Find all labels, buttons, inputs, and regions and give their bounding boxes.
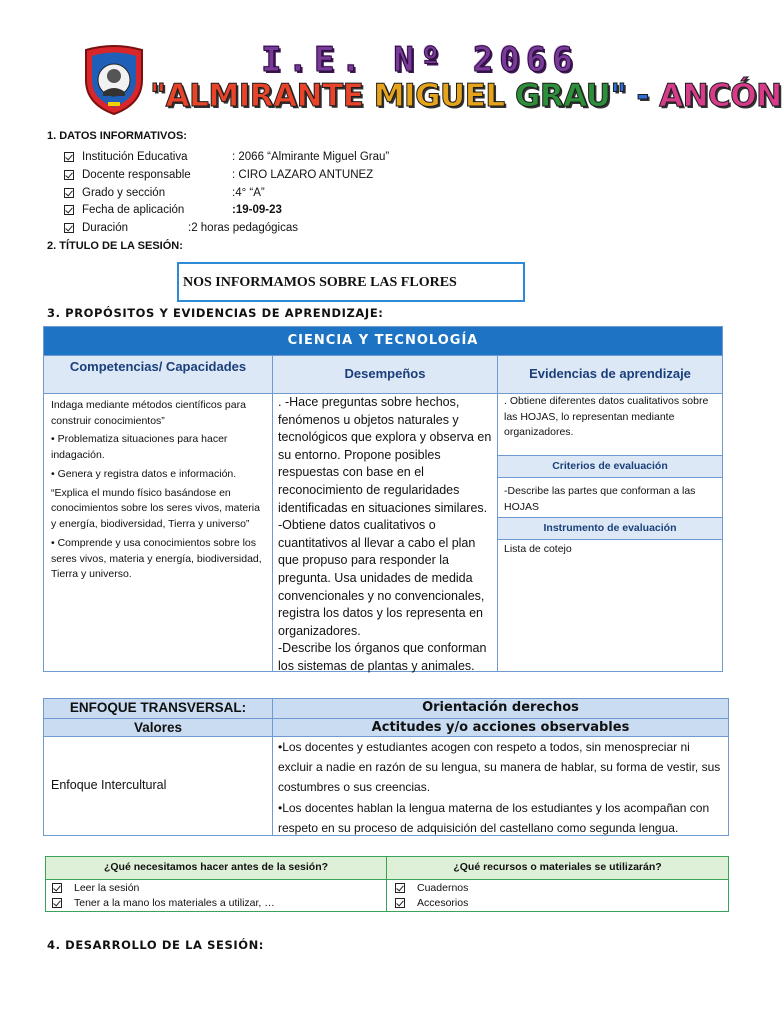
checkbox-checked-icon: [64, 188, 74, 198]
column-divider: [272, 699, 273, 835]
competencia-text: “Explica el mundo físico basándose en conocimientos sobre los seres vivos, materia y energía, biodiversidad, Tierra y universo”: [51, 486, 260, 530]
section-3-heading: 3. PROPÓSITOS Y EVIDENCIAS DE APRENDIZAJE:: [47, 306, 384, 320]
info-value: :4° “A”: [232, 187, 265, 199]
capacidad-text: • Problematiza situaciones para hacer indagación.: [51, 433, 228, 461]
checkbox-checked-icon: [64, 152, 74, 162]
capacidad-text: • Genera y registra datos e información.: [51, 468, 237, 480]
info-label: Duración: [82, 222, 129, 234]
school-crest-icon: [82, 44, 146, 116]
school-name-part: MIGUEL: [373, 78, 515, 114]
session-title-box: NOS INFORMAMOS SOBRE LAS FLORES: [177, 262, 525, 302]
col-header-evidencias: Evidencias de aprendizaje: [498, 355, 722, 393]
checkbox-checked-icon: [64, 223, 74, 233]
resource-item: [395, 895, 468, 910]
section-2-heading: 2. TÍTULO DE LA SESIÓN:: [47, 240, 183, 252]
instrumento-header: Instrumento de evaluación: [498, 517, 722, 540]
enfoque-header: ENFOQUE TRANSVERSAL:: [44, 699, 272, 718]
column-divider: [386, 857, 387, 911]
before-item-text: Leer la sesión: [74, 881, 140, 894]
info-row: [64, 187, 265, 199]
row-divider: [46, 879, 728, 880]
competencias-cell: [51, 398, 267, 583]
instrumento-text: Lista de cotejo: [504, 543, 572, 555]
materials-table: [45, 856, 729, 912]
before-item: [52, 895, 275, 910]
school-name-part: ANCÓN: [659, 78, 782, 114]
checkbox-checked-icon: [52, 898, 62, 908]
section-4-heading: 4. DESARROLLO DE LA SESIÓN:: [47, 938, 265, 952]
info-value: : CIRO LAZARO ANTUNEZ: [232, 169, 374, 181]
evidencia-text: . Obtiene diferentes datos cualitativos sobre las HOJAS, lo representan mediante organizadores.: [504, 395, 709, 438]
enfoque-name: Enfoque Intercultural: [51, 778, 167, 792]
col-header-competencias: Competencias/ Capacidades: [44, 355, 272, 393]
action-text: •Los docentes hablan la lengua materna de los estudiantes y los acompañan con respeto en su proceso de adquisición del castellano como segunda lengua.: [278, 800, 710, 835]
info-row: [64, 151, 389, 163]
info-row: [64, 222, 298, 234]
before-session-header: ¿Qué necesitamos hacer antes de la sesión?: [46, 857, 386, 879]
enfoque-actions: [278, 737, 724, 838]
info-label: Institución Educativa: [82, 151, 188, 163]
criterios-header: Criterios de evaluación: [498, 455, 722, 478]
competencia-text: Indaga mediante métodos científicos para construir conocimientos”: [51, 399, 246, 427]
resource-item: [395, 880, 468, 895]
purposes-table: [43, 326, 723, 672]
valores-header: Valores: [44, 718, 272, 736]
resource-item-text: Accesorios: [417, 896, 469, 909]
area-header: CIENCIA Y TECNOLOGÍA: [44, 327, 722, 355]
school-name-line-1: I.E. Nº 2066: [261, 40, 579, 80]
school-name-part: " -: [610, 78, 660, 114]
checkbox-checked-icon: [52, 883, 62, 893]
school-name-part: "ALMIRANTE: [150, 78, 374, 114]
capacidad-text: • Comprende y usa conocimientos sobre los seres vivos, materia y energía, biodiversidad, Tierra y universo.: [51, 537, 262, 580]
actitudes-header: Actitudes y/o acciones observables: [273, 718, 728, 736]
resource-item-text: Cuadernos: [417, 881, 469, 894]
info-label: Grado y sección: [82, 187, 166, 199]
before-item: [52, 880, 139, 895]
column-divider: [272, 355, 273, 671]
info-value: :2 horas pedagógicas: [188, 222, 298, 234]
info-row: [64, 169, 373, 181]
desempeno-text: -Describe los órganos que conforman los sistemas de plantas y animales.: [278, 641, 487, 673]
info-row: [64, 204, 282, 216]
school-name-part: GRAU: [514, 78, 611, 114]
info-value: :19-09-23: [232, 204, 282, 216]
desempenos-cell: [278, 394, 494, 676]
orientacion-header: Orientación derechos: [273, 699, 728, 718]
section-1-heading: 1. DATOS INFORMATIVOS:: [47, 130, 187, 142]
criterio-text: -Describe las partes que conforman a las HOJAS: [504, 485, 696, 513]
info-label: Fecha de aplicación: [82, 204, 185, 216]
action-text: •Los docentes y estudiantes acogen con respeto a todos, sin menospreciar ni excluir a nadie en razón de su lengua, su manera de hablar, su forma de vestir, sus costumbres o sus creencias.: [278, 740, 721, 795]
col-header-desempenos: Desempeños: [273, 355, 497, 393]
desempeno-text: . -Hace preguntas sobre hechos, fenómenos u objetos naturales y tecnológicos que explora y observa en su entorno. Propone posibles respuestas con base en el reconocimiento de regularidades identificadas en situaciones similares.: [278, 395, 492, 515]
info-label: Docente responsable: [82, 169, 191, 181]
checkbox-checked-icon: [395, 883, 405, 893]
info-value: : 2066 “Almirante Miguel Grau”: [232, 151, 390, 163]
checkbox-checked-icon: [64, 205, 74, 215]
before-item-text: Tener a la mano los materiales a utilizar, …: [74, 896, 275, 909]
column-divider: [497, 355, 498, 671]
enfoque-table: [43, 698, 729, 836]
checkbox-checked-icon: [395, 898, 405, 908]
school-name-line-2: [150, 78, 782, 114]
resources-header: ¿Qué recursos o materiales se utilizarán?: [387, 857, 728, 879]
desempeno-text: -Obtiene datos cualitativos o cuantitativos al llevar a cabo el plan que propuso para responder la pregunta. Usa unidades de medida convencionales y no convencionales, registra los datos y los representa en organizadores.: [278, 518, 485, 638]
checkbox-checked-icon: [64, 170, 74, 180]
